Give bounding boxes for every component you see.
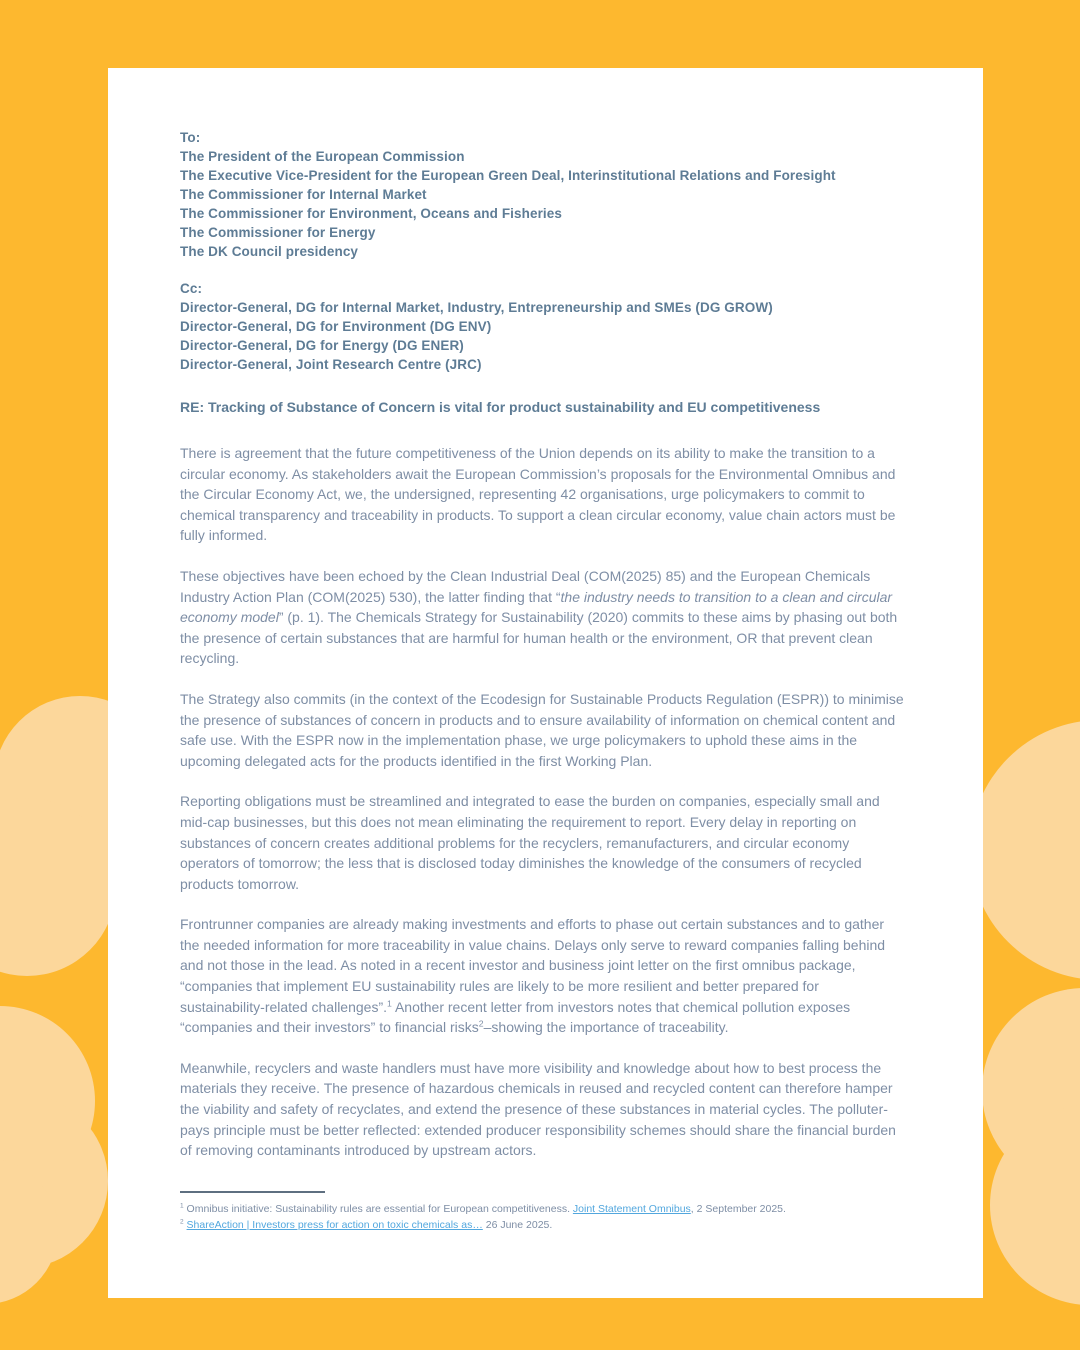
recipient-line: The Commissioner for Internal Market	[180, 187, 427, 202]
text-segment: Another recent letter from investors notes that chemical pollution exposes “companies and their investors” to financial risks	[180, 998, 851, 1036]
paragraph	[180, 443, 905, 546]
footnote-marker: 1	[180, 1202, 184, 1210]
text-segment: Meanwhile, recyclers and waste handlers must have more visibility and knowledge about how to best process the materials they receive. The presence of hazardous chemicals in reused and recycled content can therefore hamper the viability and safety of recyclates, and extend the presence of these substances in material cycles. The polluter-pays principle must be better reflected: extended producer responsibility schemes should share the financial burden of removing contaminants introduced by upstream actors.	[180, 1059, 896, 1159]
to-block	[180, 128, 905, 261]
footnote-separator	[180, 1191, 325, 1193]
footnote-marker: 2	[478, 1018, 484, 1029]
text-segment: the industry needs to transition to a clean and circular economy model	[180, 588, 893, 626]
recipient-line: The President of the European Commission	[180, 149, 465, 164]
recipient-line: Director-General, DG for Internal Market, Industry, Entrepreneurship and SMEs (DG GROW)	[180, 300, 773, 315]
footnote-marker: 2	[180, 1218, 184, 1226]
spacer	[180, 261, 905, 270]
footnote	[180, 1217, 905, 1234]
text-segment: These objectives have been echoed by the Clean Industrial Deal (COM(2025) 85) and the European Chemicals Industry Action Plan (COM(2025) 530), the latter finding that “	[180, 567, 871, 605]
footnote-section	[180, 1191, 905, 1234]
letter-body	[180, 443, 905, 1161]
subject-line: RE: Tracking of Substance of Concern is vital for product sustainability and EU competitiveness	[180, 399, 821, 415]
shareaction-link[interactable]: ShareAction | Investors press for action on toxic chemicals as…	[186, 1219, 483, 1232]
text-segment: ” (p. 1). The Chemicals Strategy for Sustainability (2020) commits to these aims by phasing out both the presence of certain substances that are harmful for human health or the environment, OR that prevent clean recycling.	[180, 609, 898, 667]
paragraph	[180, 914, 905, 1038]
text-segment: There is agreement that the future competitiveness of the Union depends on its ability to make the transition to a circular economy. As stakeholders await the European Commission’s proposals for the Environmental Omnibus and the Circular Economy Act, we, the undersigned, representing 42 organisations, urge policymakers to commit to chemical transparency and traceability in products. To support a clean circular economy, value chain actors must be fully informed.	[180, 445, 896, 544]
paragraph	[180, 1058, 905, 1161]
cc-label: Cc:	[180, 281, 203, 296]
text-segment: Omnibus initiative: Sustainability rules are essential for European competitiveness.	[183, 1202, 573, 1215]
recipient-line: Director-General, DG for Energy (DG ENER)	[180, 338, 464, 353]
text-segment: –showing the importance of traceability.	[483, 1019, 729, 1036]
recipient-line: The DK Council presidency	[180, 244, 359, 259]
text-segment: The Strategy also commits (in the context of the Ecodesign for Sustainable Products Regulation (ESPR)) to minimise the presence of substances of concern in products and to ensure availability of information on chemical content and safe use. With the ESPR now in the implementation phase, we urge policymakers to uphold these aims in the upcoming delegated acts for the products identified in the first Working Plan.	[180, 690, 904, 769]
text-segment: Frontrunner companies are already making investments and efforts to phase out certain substances and to gather the needed information for more traceability in value chains. Delays only serve to reward companies falling behind and not those in the lead. As noted in a recent investor and business joint letter on the first omnibus package, “companies that implement EU sustainability rules are likely to be more resilient and better prepared for sustainability-related challenges”.	[180, 916, 886, 1015]
footnote-marker: 1	[387, 998, 392, 1008]
recipient-line: The Executive Vice-President for the European Green Deal, Interinstitutional Relations and Foresight	[180, 168, 836, 183]
joint-statement-omnibus-link[interactable]: Joint Statement Omnibus	[572, 1202, 691, 1215]
paragraph	[180, 791, 905, 894]
cc-block	[180, 279, 905, 374]
background-blob	[970, 720, 1080, 980]
letter-content	[108, 68, 983, 1234]
text-segment: Reporting obligations must be streamlined and integrated to ease the burden on companies, especially small and mid-cap businesses, but this does not mean eliminating the requirement to report. Every delay in reporting on substances of concern creates additional problems for the recyclers, remanufacturers, and circular economy operators of tomorrow; the less that is disclosed today diminishes the knowledge of the consumers of recycled products tomorrow.	[180, 793, 880, 892]
paragraph	[180, 566, 905, 669]
text-segment: , 2 September 2025.	[690, 1202, 786, 1215]
footnote	[180, 1201, 905, 1218]
text-segment: 26 June 2025.	[482, 1219, 553, 1232]
recipient-line: Director-General, Joint Research Centre (JRC)	[180, 357, 482, 372]
recipient-line: Director-General, DG for Environment (DG ENV)	[180, 319, 492, 334]
letter-document	[108, 68, 983, 1298]
to-label: To:	[180, 130, 201, 145]
recipient-line: The Commissioner for Environment, Oceans and Fisheries	[180, 206, 562, 221]
paragraph	[180, 689, 905, 771]
recipient-line: The Commissioner for Energy	[180, 225, 376, 240]
